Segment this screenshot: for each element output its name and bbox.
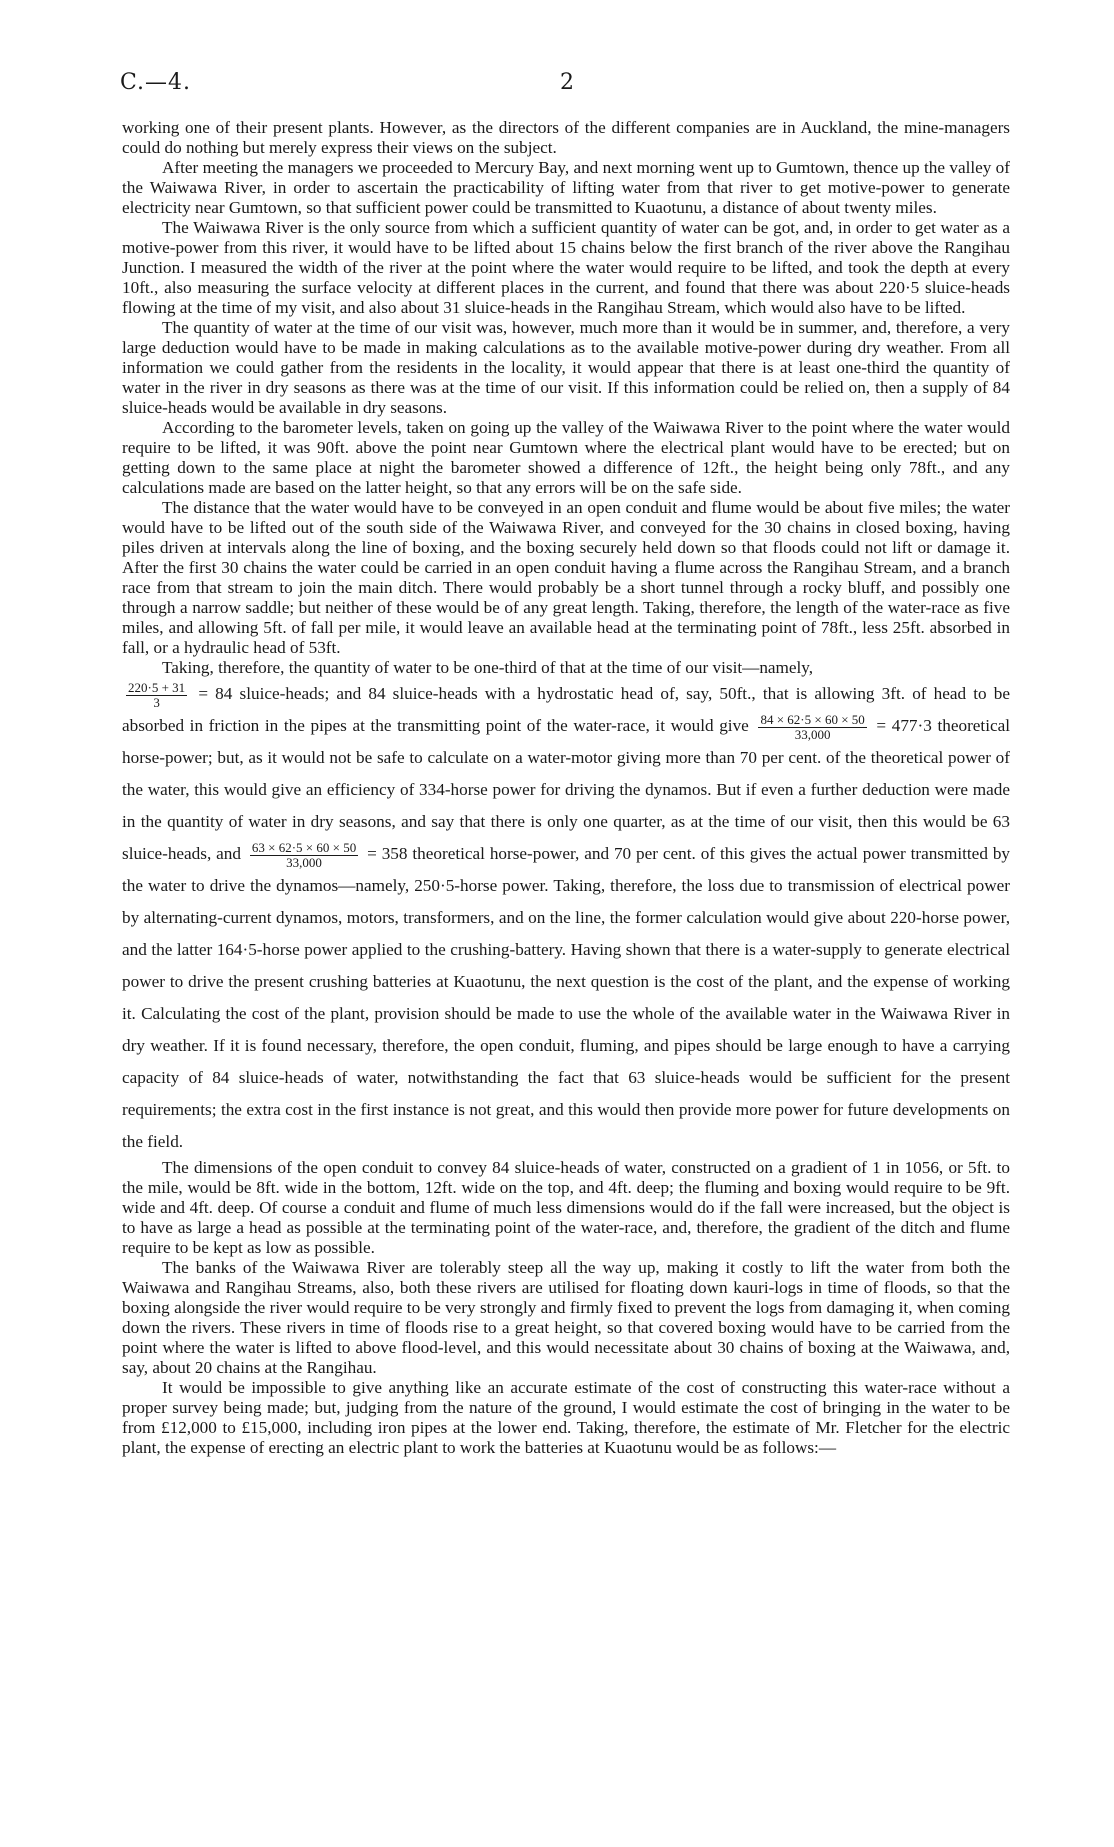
paragraph: working one of their present plants. However, as the directors of the different companies are in Auckland, the mine-managers could do nothing but merely express their views on the subject. [122, 118, 1010, 157]
fraction [758, 713, 866, 742]
page-number: 2 [560, 70, 574, 95]
paragraph: Taking, therefore, the quantity of water to be one-third of that at the time of our visit—namely, [162, 658, 814, 677]
formula-text: = 84 sluice-heads; and 84 sluice-heads with a hydrostatic head of, say, 50ft., that is allowing 3ft. of head to be absorbed in friction in the pipes at the transmitting point of the water-race, it would give [122, 684, 1011, 735]
fraction [250, 841, 358, 870]
fraction-numerator: 63 × 62·5 × 60 × 50 [251, 839, 357, 855]
paragraph: It would be impossible to give anything like an accurate estimate of the cost of constructing this water-race without a proper survey being made; but, judging from the nature of the ground, I would estimate the cost of bringing in the water to be from £12,000 to £15,000, including iron pipes at the lower end. Taking, therefore, the estimate of Mr. Fletcher for the electric plant, the expense of erecting an electric plant to work the batteries at Kuaotunu would be as follows:— [122, 1378, 1010, 1457]
fraction-denominator: 33,000 [794, 726, 831, 742]
page-header [120, 70, 1020, 100]
paragraph: The Waiwawa River is the only source from which a sufficient quantity of water can be got, and, in order to get water as a motive-power from this river, it would have to be lifted about 15 chains below the first branch of the river above the Rangihau Junction. I measured the width of the river at the point where the water would require to be lifted, and took the depth at every 10ft., also measuring the surface velocity at different places in the current, and found that there was about 220·5 sluice-heads flowing at the time of my visit, and also about 31 sluice-heads in the Rangihau Stream, which would also have to be lifted. [122, 218, 1010, 317]
fraction [126, 681, 187, 710]
formula-paragraph [122, 678, 1010, 1158]
document-body [122, 118, 1010, 1458]
paragraph: The quantity of water at the time of our visit was, however, much more than it would be in summer, and, therefore, a very large deduction would have to be made in making calculations as to the available motive-power during dry weather. From all information we could gather from the residents in the locality, it would appear that there is at least one-third the quantity of water in the river in dry seasons as there was at the time of our visit. If this information could be relied on, then a supply of 84 sluice-heads would be available in dry seasons. [122, 318, 1010, 417]
formula-text: = 477·3 theoretical horse-power; but, as it would not be safe to calculate on a water-motor giving more than 70 per cent. of the theoretical power of the water, this would give an efficiency of 334-horse power for driving the dynamos. But if even a further deduction were made in the quantity of water in dry seasons, and say that there is only one quarter, as at the time of our visit, then this would be 63 sluice-heads, and [122, 716, 1011, 863]
fraction-denominator: 3 [153, 694, 160, 710]
fraction-denominator: 33,000 [286, 854, 322, 870]
document-code: C.—4. [120, 70, 192, 95]
paragraph: The dimensions of the open conduit to convey 84 sluice-heads of water, constructed on a gradient of 1 in 1056, or 5ft. to the mile, would be 8ft. wide in the bottom, 12ft. wide on the top, and 4ft. deep; the fluming and boxing would require to be 9ft. wide and 4ft. deep. Of course a conduit and flume of much less dimensions would do if the fall were increased, but the object is to have as large a head as possible at the terminating point of the water-race, and, therefore, the gradient of the ditch and flume require to be kept as low as possible. [122, 1158, 1010, 1257]
formula-text: = 358 theoretical horse-power, and 70 per cent. of this gives the actual power transmitted by the water to drive the dynamos—namely, 250·5-horse power. Taking, therefore, the loss due to transmission of electrical power by alternating-current dynamos, motors, transformers, and on the line, the former calculation would give about 220-horse power, and the latter 164·5-horse power applied to the crushing-battery. Having shown that there is a water-supply to generate electrical power to drive the present crushing batteries at Kuaotunu, the next question is the cost of the plant, and the expense of working it. Calculating the cost of the plant, provision should be made to use the whole of the available water in the Waiwawa River in dry weather. If it is found necessary, therefore, the open conduit, fluming, and pipes should be large enough to have a carrying capacity of 84 sluice-heads of water, notwithstanding the fact that 63 sluice-heads would be sufficient for the present requirements; the extra cost in the first instance is not great, and this would then provide more power for future developments on the field. [122, 844, 1011, 1151]
paragraph: The banks of the Waiwawa River are tolerably steep all the way up, making it costly to lift the water from both the Waiwawa and Rangihau Streams, also, both these rivers are utilised for floating down kauri-logs in time of floods, so that the boxing alongside the river would require to be very strongly and firmly fixed to prevent the logs from damaging it, when coming down the rivers. These rivers in time of floods rise to a great height, so that covered boxing would have to be carried from the point where the water is lifted to above flood-level, and this would necessitate about 30 chains of boxing at the Waiwawa, and, say, about 20 chains at the Rangihau. [122, 1258, 1010, 1377]
paragraph: The distance that the water would have to be conveyed in an open conduit and flume would be about five miles; the water would have to be lifted out of the south side of the Waiwawa River, and conveyed for the 30 chains in closed boxing, having piles driven at intervals along the line of boxing, and the boxing securely held down so that floods could not lift or damage it. After the first 30 chains the water could be carried in an open conduit having a flume across the Rangihau Stream, and a branch race from that stream to join the main ditch. There would probably be a short tunnel through a rocky bluff, and possibly one through a narrow saddle; but neither of these would be of any great length. Taking, therefore, the length of the water-race as five miles, and allowing 5ft. of fall per mile, it would leave an available head at the terminating point of 78ft., less 25ft. absorbed in fall, or a hydraulic head of 53ft. [122, 498, 1010, 657]
paragraph: According to the barometer levels, taken on going up the valley of the Waiwawa River to the point where the water would require to be lifted, it was 90ft. above the point near Gumtown where the electrical plant would have to be erected; but on getting down to the same place at night the barometer showed a difference of 12ft., the height being only 78ft., and any calculations made are based on the latter height, so that any errors will be on the safe side. [122, 418, 1010, 497]
fraction-numerator: 220·5 + 31 [128, 679, 186, 695]
paragraph: After meeting the managers we proceeded to Mercury Bay, and next morning went up to Gumtown, thence up the valley of the Waiwawa River, in order to ascertain the practicability of lifting water from that river to get motive-power to generate electricity near Gumtown, so that sufficient power could be transmitted to Kuaotunu, a distance of about twenty miles. [122, 158, 1010, 217]
fraction-numerator: 84 × 62·5 × 60 × 50 [760, 711, 865, 727]
